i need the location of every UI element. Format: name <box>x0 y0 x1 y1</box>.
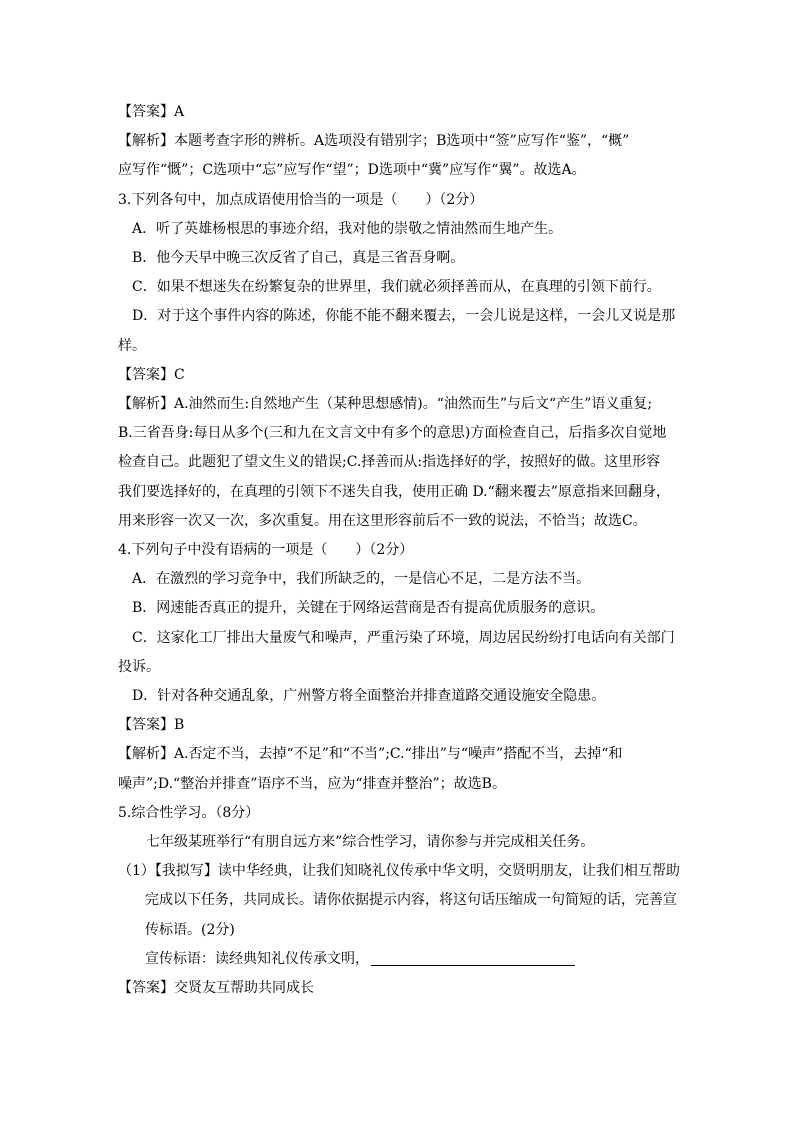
question-3-option-c: C．如果不想迷失在纷繁复杂的世界里，我们就必须择善而从，在真理的引领下前行。 <box>132 279 661 296</box>
question-3-option-a: A．听了英雄杨根思的事迹介绍，我对他的崇敬之情油然而生地产生。 <box>132 220 563 237</box>
analysis-q3-line5: 用来形容一次又一次，多次重复。用在这里形容前后不一致的说法，不恰当；故选C。 <box>118 512 647 529</box>
analysis-q3-line3: 检查自己。此题犯了望文生义的错误;C.择善而从:指选择好的学，按照好的做。这里形容 <box>118 454 661 471</box>
answer-q3: 【答案】C <box>118 366 185 383</box>
question-3-stem: 3.下列各句中，加点成语使用恰当的一项是（ ）（2分） <box>118 191 484 208</box>
analysis-q3-line1: 【解析】A.油然而生:自然地产生（某种思想感情)。“油然而生”与后文“产生”语义重复; <box>118 396 653 413</box>
question-4-stem: 4.下列句子中没有语病的一项是（ ）（2分） <box>118 542 414 559</box>
analysis-q2-line2: 应写作“慨”；C选项中“忘”应写作“望”；D选项中“冀”应写作“翼”。故选A。 <box>118 162 586 179</box>
question-3-option-b: B．他今天早中晚三次反省了自己，真是三省吾身啊。 <box>132 250 465 267</box>
question-4-option-b: B．网速能否真正的提升，关键在于网络运营商是否有提高优质服务的意识。 <box>132 600 605 617</box>
slogan-blank <box>371 949 575 966</box>
question-5-sub1-line2: 完成以下任务，共同成长。请你依据提示内容，将这句话压缩成一句简短的话，完善宣 <box>145 892 677 909</box>
question-4-option-c-line2: 投诉。 <box>118 658 160 675</box>
answer-q4: 【答案】B <box>118 717 185 734</box>
question-5-sub1-line1: （1）【我拟写】读中华经典，让我们知晓礼仪传承中华文明，交贤明朋友，让我们相互帮助 <box>118 863 680 880</box>
question-4-option-d: D．针对各种交通乱象，广州警方将全面整治并排查道路交通设施安全隐患。 <box>132 688 606 705</box>
analysis-q3-line2: B.三省吾身:每日从多个(三和九在文言文中有多个的意思)方面检查自己，后指多次自觉地 <box>118 425 667 442</box>
question-5-stem: 5.综合性学习。（8分） <box>118 804 260 821</box>
question-3-option-d-line2: 样。 <box>118 337 146 354</box>
question-3-option-d-line1: D．对于这个事件内容的陈述，你能不能不翻来覆去，一会儿说是这样，一会儿又说是那 <box>132 308 676 325</box>
question-4-option-a: A．在激烈的学习竞争中，我们所缺乏的，一是信心不足，二是方法不当。 <box>132 571 591 588</box>
slogan-text: 宣传标语：读经典知礼仪传承文明， <box>145 950 369 967</box>
question-4-option-c-line1: C．这家化工厂排出大量废气和噪声，严重污染了环境，周边居民纷纷打电话向有关部门 <box>132 629 675 646</box>
slogan-line <box>118 945 678 974</box>
analysis-q3-line4: 我们要选择好的，在真理的引领下不迷失自我，使用正确 D.“翻来覆去”原意指来回翻身， <box>118 483 670 500</box>
answer-q2: 【答案】A <box>118 104 185 120</box>
document-page <box>118 98 678 1003</box>
analysis-q2-line1: 【解析】本题考查字形的辨析。A选项没有错别字；B选项中“签”应写作“鉴”，“概” <box>118 133 630 150</box>
analysis-q4-line1: 【解析】A.否定不当，去掉“不足”和“不当”;C.“排出”与“噪声”搭配不当，去掉“和 <box>118 746 623 763</box>
question-5-sub1-line3: 传标语。(2分) <box>145 921 235 938</box>
analysis-q4-line2: 噪声”;D.“整治并排查”语序不当，应为“排查并整治”；故选B。 <box>118 775 506 792</box>
question-5-intro: 七年级某班举行“有朋自远方来”综合性学习，请你参与并完成相关任务。 <box>146 834 595 851</box>
answer-q5: 【答案】交贤友互帮助共同成长 <box>118 980 314 997</box>
